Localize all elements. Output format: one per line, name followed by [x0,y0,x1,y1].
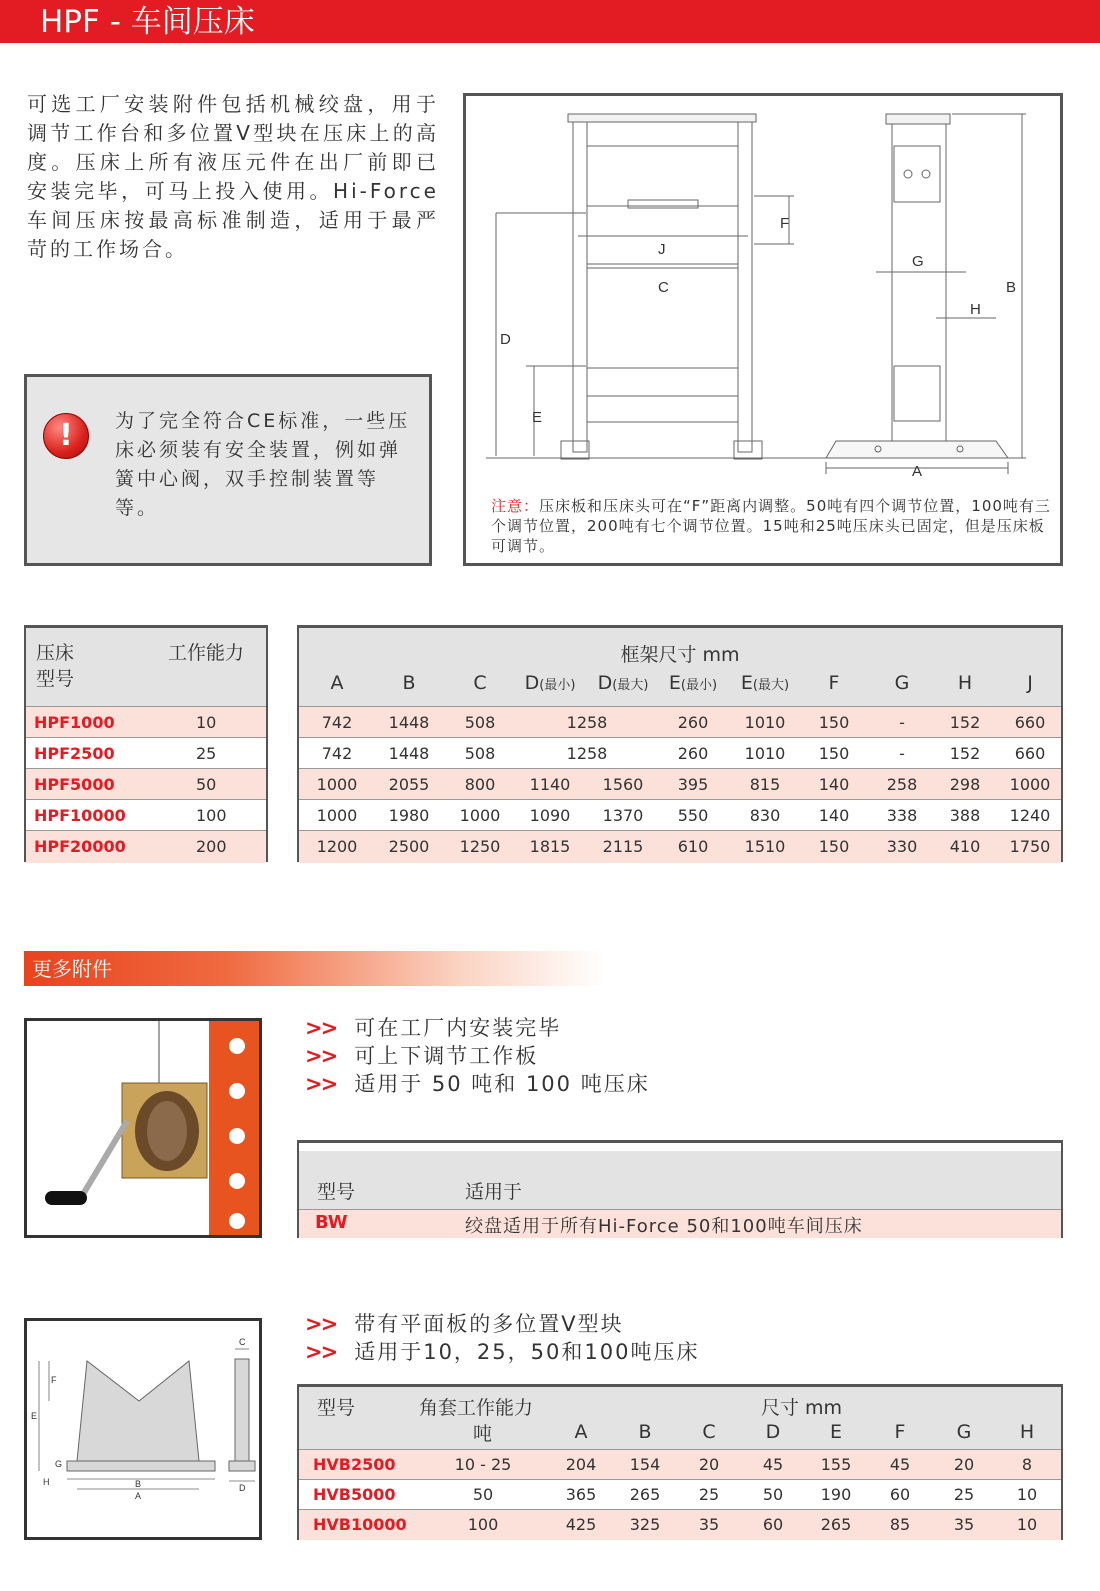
intro-paragraph: 可选工厂安装附件包括机械绞盘，用于调节工作台和多位置V型块在压床上的高度。压床上所有液压元件在出厂前即已安装完毕，可马上投入使用。Hi-Force车间压床按最高标准制造，适用于最严苛的工作场合。 [27,92,439,261]
vblock-cell-a: 425 [565,1515,597,1534]
vblock-col-b: B [638,1421,652,1443]
cell-j: 1750 [1009,837,1051,856]
vblock-capacity: 10 - 25 [454,1455,512,1474]
vblock-cell-e: 155 [820,1455,852,1474]
winch-row [299,1209,1061,1238]
cell-g: 258 [886,775,918,794]
col-header-g: G [894,672,910,694]
press-capacity: 100 [196,806,227,825]
dim-label-b: B [1006,279,1017,296]
press-row [26,737,266,770]
cell-f: 140 [818,806,850,825]
vblock-cell-e: 190 [820,1485,852,1504]
cell-emin: 610 [677,837,709,856]
press-drawing [466,96,1060,496]
cell-emin: 260 [677,744,709,763]
cell-c: 800 [464,775,496,794]
winch-photo [24,1018,262,1238]
winch-model: BW [315,1212,348,1233]
vblock-feature-2: >> 适用于10，25，50和100吨压床 [305,1340,700,1364]
vblock-label-h: H [43,1477,50,1487]
winch-feature-3: >> 适用于 50 吨和 100 吨压床 [305,1072,650,1096]
vblock-cell-f: 45 [889,1455,911,1474]
col-header-emax: E(最大) [740,672,790,694]
vblock-model: HVB5000 [313,1485,396,1504]
ce-warning-box [24,374,432,566]
cell-d: 1258 [566,713,608,732]
cell-a: 742 [321,713,353,732]
winch-col-model: 型号 [317,1181,356,1203]
winch-table [297,1140,1063,1238]
press-capacity: 200 [196,837,227,856]
exclamation-icon: ! [43,413,89,459]
vblock-cell-f: 85 [889,1515,911,1534]
press-row [26,706,266,739]
cell-emin: 550 [677,806,709,825]
winch-col-fits: 适用于 [465,1181,523,1203]
cell-b: 2055 [388,775,430,794]
more-accessories-band [24,951,604,986]
press-capacity: 25 [196,744,217,763]
dim-label-h: H [970,301,981,318]
vblock-row [299,1479,1061,1510]
cell-dmin: 1140 [529,775,571,794]
cell-b: 1980 [388,806,430,825]
cell-a: 1000 [316,806,358,825]
col-header-model: 压床 型号 [36,642,75,690]
vblock-label-a: A [135,1491,142,1501]
vblock-cell-f: 60 [889,1485,911,1504]
cell-f: 150 [818,837,850,856]
vblock-col-c: C [702,1421,716,1443]
vblock-cell-g: 25 [953,1485,975,1504]
frame-row [299,737,1061,770]
vblock-cell-c: 35 [698,1515,720,1534]
press-model-table [24,625,268,862]
press-model: HPF1000 [34,713,115,732]
note-text: 压床板和压床头可在“F”距离内调整。50吨有四个调节位置，100吨有三个调节位置，200吨有七个调节位置。15吨和25吨压床头已固定，但是压床板可调节。 [491,497,1051,555]
vblock-col-e: E [829,1421,843,1443]
cell-c: 1000 [459,806,501,825]
cell-emax: 1010 [744,744,786,763]
cell-f: 140 [818,775,850,794]
dim-label-c: C [658,279,669,296]
cell-dmax: 2115 [602,837,644,856]
cell-f: 150 [818,713,850,732]
cell-b: 1448 [388,713,430,732]
cell-dmin: 1815 [529,837,571,856]
vblock-col-h: H [1019,1421,1035,1443]
cell-g: - [899,713,905,732]
vblock-label-e: E [31,1411,38,1421]
col-header-h: H [957,672,973,694]
vblock-cell-g: 35 [953,1515,975,1534]
cell-h: 410 [949,837,981,856]
vblock-cell-a: 204 [565,1455,597,1474]
press-model: HPF5000 [34,775,115,794]
vblock-label-f: F [51,1375,57,1385]
vblock-col-capacity-unit: 吨 [473,1423,493,1445]
cell-g: 330 [886,837,918,856]
dim-label-d: D [500,331,511,348]
frame-row [299,768,1061,801]
press-model: HPF20000 [34,837,126,856]
dim-label-g: G [912,253,924,270]
col-header-j: J [1027,672,1033,694]
cell-h: 388 [949,806,981,825]
cell-a: 742 [321,744,353,763]
winch-fits: 绞盘适用于所有Hi-Force 50和100吨车间压床 [465,1216,863,1237]
vblock-cell-a: 365 [565,1485,597,1504]
press-model: HPF10000 [34,806,126,825]
vblock-feature-1: >> 带有平面板的多位置V型块 [305,1312,624,1336]
cell-b: 2500 [388,837,430,856]
vblock-col-capacity: 角套工作能力 [419,1397,534,1419]
vblock-label-c: C [239,1337,246,1347]
cell-j: 660 [1014,713,1046,732]
press-row [26,768,266,801]
dim-label-f: F [780,215,790,232]
winch-table-header [299,1151,1061,1209]
col-header-b: B [402,672,416,694]
vblock-table-header [299,1387,1061,1449]
cell-h: 152 [949,744,981,763]
cell-a: 1200 [316,837,358,856]
col-header-dmin: D(最小) [524,672,576,694]
cell-dmax: 1560 [602,775,644,794]
vblock-col-model: 型号 [317,1397,356,1419]
vblock-cell-h: 8 [1021,1455,1033,1474]
vblock-row [299,1509,1061,1540]
dim-label-a: A [912,463,923,480]
vblock-cell-c: 20 [698,1455,720,1474]
cell-emin: 260 [677,713,709,732]
col-header-capacity: 工作能力 [168,642,245,664]
col-header-c: C [473,672,487,694]
warning-text: 为了完全符合CE标准，一些压床必须装有安全装置，例如弹簧中心阀，双手控制装置等等。 [115,410,411,519]
vblock-label-b: B [135,1479,142,1489]
cell-f: 150 [818,744,850,763]
press-row [26,830,266,863]
vblock-label-d: D [239,1483,246,1493]
more-accessories-title: 更多附件 [32,957,112,981]
vblock-col-g: G [956,1421,972,1443]
cell-j: 1240 [1009,806,1051,825]
cell-g: - [899,744,905,763]
press-model-table-header [26,628,266,706]
vblock-cell-h: 10 [1016,1515,1038,1534]
vblock-cell-g: 20 [953,1455,975,1474]
vblock-drawing [24,1318,262,1540]
winch-feature-1: >> 可在工厂内安装完毕 [305,1016,562,1040]
vblock-capacity: 100 [467,1515,499,1534]
winch-features [305,1014,650,1098]
press-capacity: 50 [196,775,217,794]
vblock-features [305,1310,699,1366]
cell-c: 1250 [459,837,501,856]
vblock-col-d: D [765,1421,781,1443]
cell-dmin: 1090 [529,806,571,825]
cell-emax: 1010 [744,713,786,732]
vblock-model: HVB2500 [313,1455,396,1474]
col-header-emin: E(最小) [668,672,718,694]
col-header-f: F [828,672,840,694]
vblock-capacity: 50 [472,1485,494,1504]
cell-dmax: 1370 [602,806,644,825]
cell-j: 660 [1014,744,1046,763]
vblock-cell-d: 45 [762,1455,784,1474]
dim-label-e: E [532,409,543,426]
vblock-dims-title: 尺寸 mm [761,1397,843,1419]
vblock-cell-h: 10 [1016,1485,1038,1504]
winch-feature-2: >> 可上下调节工作板 [305,1044,539,1068]
vblock-row [299,1449,1061,1480]
frame-row [299,799,1061,832]
vblock-cell-b: 154 [629,1455,661,1474]
vblock-table [297,1384,1063,1540]
vblock-col-f: F [894,1421,906,1443]
dim-label-j: J [658,241,666,258]
vblock-cell-b: 265 [629,1485,661,1504]
diagram-note [491,496,1051,556]
vblock-cell-e: 265 [820,1515,852,1534]
frame-dimensions-header [299,628,1061,706]
vblock-cell-b: 325 [629,1515,661,1534]
vblock-model: HVB10000 [313,1515,407,1534]
vblock-col-a: A [574,1421,588,1443]
cell-j: 1000 [1009,775,1051,794]
frame-dimensions-table [297,625,1063,862]
cell-h: 152 [949,713,981,732]
frame-title: 框架尺寸 mm [620,644,740,666]
col-header-a: A [330,672,344,694]
cell-c: 508 [464,713,496,732]
press-row [26,799,266,832]
press-dimension-diagram [463,93,1063,566]
vblock-cell-c: 25 [698,1485,720,1504]
cell-c: 508 [464,744,496,763]
cell-emax: 815 [749,775,781,794]
cell-emin: 395 [677,775,709,794]
press-model: HPF2500 [34,744,115,763]
cell-g: 338 [886,806,918,825]
cell-emax: 830 [749,806,781,825]
cell-a: 1000 [316,775,358,794]
vblock-cell-d: 60 [762,1515,784,1534]
vblock-label-g: G [55,1459,63,1469]
vblock-cell-d: 50 [762,1485,784,1504]
frame-row [299,830,1061,863]
frame-row [299,706,1061,739]
page-title: HPF - 车间压床 [40,4,255,40]
cell-emax: 1510 [744,837,786,856]
cell-d: 1258 [566,744,608,763]
col-header-dmax: D(最大) [597,672,649,694]
cell-h: 298 [949,775,981,794]
cell-b: 1448 [388,744,430,763]
note-label: 注意： [491,497,540,515]
press-capacity: 10 [196,713,217,732]
